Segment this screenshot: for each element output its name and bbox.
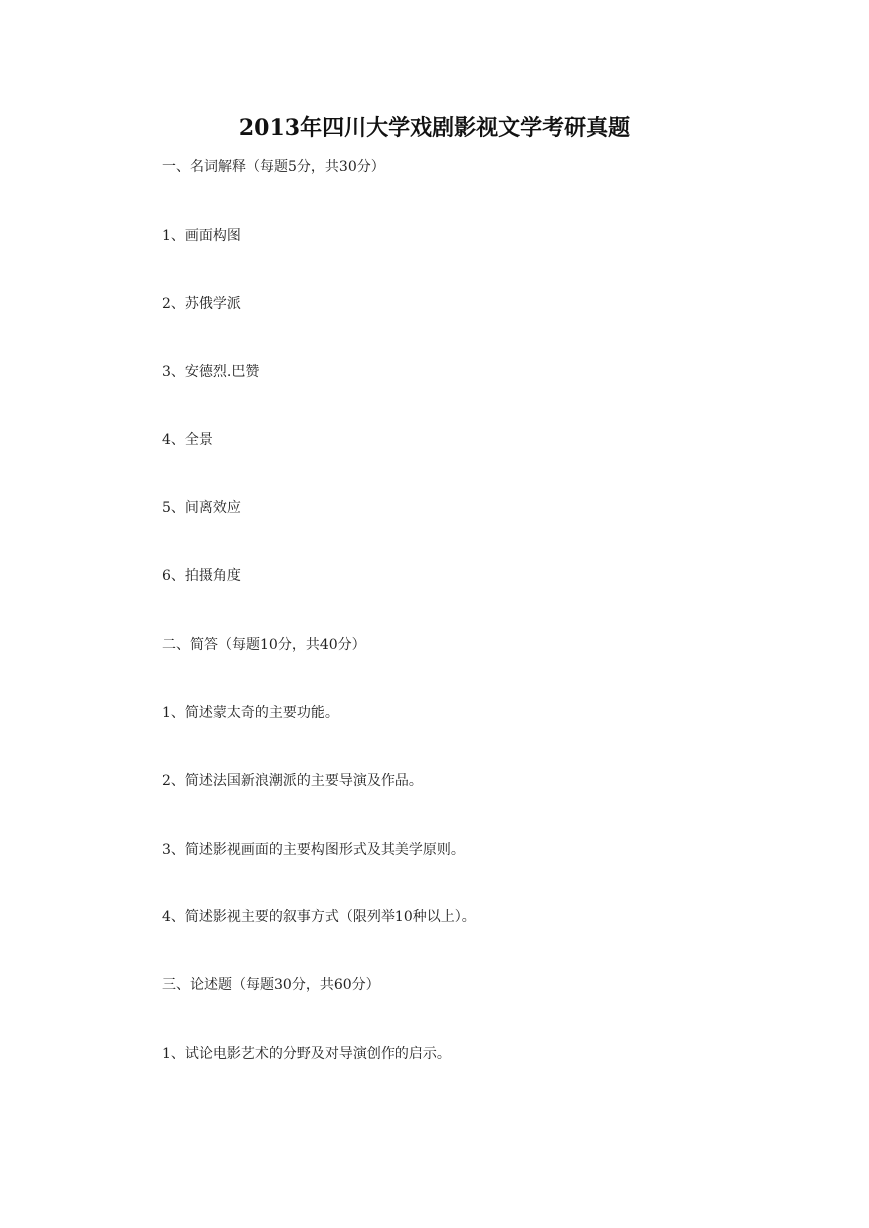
question-item: 1、画面构图 (162, 228, 241, 244)
document-title: 2013年四川大学戏剧影视文学考研真题 (238, 115, 631, 141)
question-item: 4、简述影视主要的叙事方式（限列举10种以上）。 (162, 909, 476, 925)
question-item: 1、试论电影艺术的分野及对导演创作的启示。 (162, 1046, 451, 1062)
question-item: 3、安德烈.巴赞 (162, 364, 260, 380)
question-item: 2、苏俄学派 (162, 296, 241, 312)
question-item: 2、简述法国新浪潮派的主要导演及作品。 (162, 773, 423, 789)
question-item: 5、间离效应 (162, 500, 241, 516)
section-heading-short-answer: 二、简答（每题10分，共40分） (162, 637, 366, 653)
question-item: 6、拍摄角度 (162, 568, 241, 584)
question-item: 3、简述影视画面的主要构图形式及其美学原则。 (162, 842, 465, 858)
question-item: 1、简述蒙太奇的主要功能。 (162, 705, 339, 721)
question-item: 4、全景 (162, 432, 213, 448)
section-heading-essay: 三、论述题（每题30分，共60分） (162, 977, 380, 993)
section-heading-terms: 一、名词解释（每题5分，共30分） (162, 159, 385, 175)
